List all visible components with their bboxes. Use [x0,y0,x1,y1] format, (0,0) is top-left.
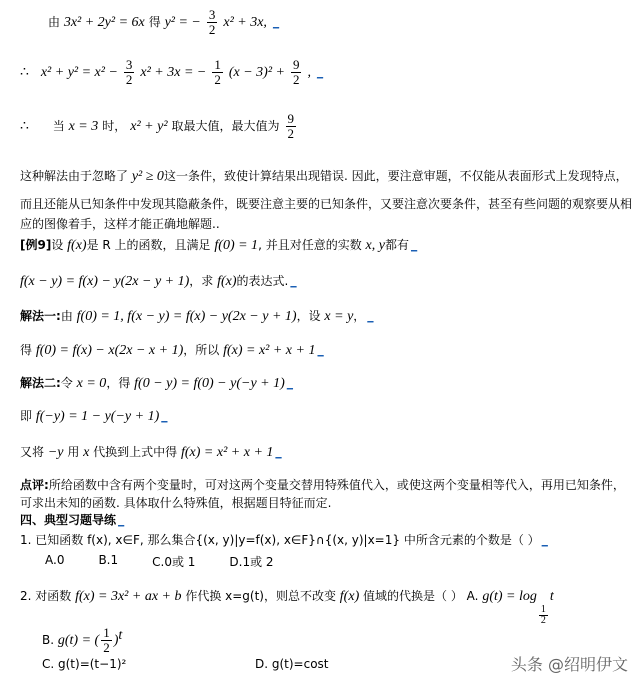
equation: y² = − [164,15,201,30]
comment-line-2: 可求出未知的函数. 具体取什么特殊值，根据题目特征而定. [20,496,332,510]
question-2-option-d: D. g(t)=cost [255,657,329,671]
anchor-mark: _ [290,273,297,288]
derivation-line-1: 由 3x² + 2y² = 6x 得 y² = − $\frac{3}{2}$ x² + 3x, _ [48,7,280,37]
derivation-line-3: ∴ 当 x = 3 时， x² + y² 取最大值，最大值为 $\frac{9}{2}$ [20,111,295,141]
example-9-statement: [例9]设 f(x)是 R 上的函数，且满足 f(0) = 1, 并且对任意的实数 x, y都有 _ [20,237,418,253]
paragraph-line-3: 应的图像着手，这样才能正确地解题.. [20,217,220,231]
option-c: C.0或 1 [152,555,196,569]
solution-2-line-1: 解法二:令 x = 0，得 f(0 − y) = f(0) − y(−y + 1) _ [20,375,294,391]
fraction: $\frac{1}{2}$ [540,604,546,626]
fraction: $\frac{1}{2}$ [214,57,221,87]
fraction: $\frac{9}{2}$ [292,57,300,87]
question-1-options [45,553,305,570]
anchor-mark: _ [118,512,125,527]
equation: x² + 3x, [223,15,267,30]
anchor-mark: _ [286,375,294,390]
anchor-mark: _ [317,342,324,357]
equation: 3x² + 2y² = 6x [63,15,145,30]
solution-1-line-2: 得 f(0) = f(x) − x(2x − x + 1)，所以 f(x) = x² + x + 1 _ [20,342,324,358]
fraction: $\frac{1}{2}$ [103,625,110,655]
paragraph-line-2: 而且还能从已知条件中发现其隐蔽条件，既要注意主要的已知条件，又要注意次要条件，甚至有些问题的观察要从相 [20,197,633,211]
anchor-mark: _ [272,14,280,29]
question-2-option-c: C. g(t)=(t−1)² [42,657,127,671]
example-9-equation: f(x − y) = f(x) − y(2x − y + 1)，求 f(x)的表达式. _ [20,273,297,289]
question-2-option-b: B. g(t) = ( $\frac{1}{2}$ )$^t$ [42,625,123,655]
option-a: A.0 [45,553,65,567]
question-1: 1. 已知函数 f(x), x∈F, 那么集合{(x, y)|y=f(x), x∈F}∩{(x, y)|x=1} 中所含元素的个数是（ ） _ [20,532,548,547]
watermark: 头条 @绍明伊文 [510,655,628,674]
fraction: $\frac{3}{2}$ [125,57,133,87]
solution-1-line-1: 解法一:由 f(0) = 1, f(x − y) = f(x) − y(2x − y + 1)，设 x = y， _ [20,308,374,324]
solution-2-line-2: 即 f(−y) = 1 − y(−y + 1) _ [20,408,168,424]
anchor-mark: _ [410,237,418,252]
option-d: D.1或 2 [229,555,274,569]
fraction: $\frac{3}{2}$ [208,7,216,37]
solution-2-line-3: 又将 −y 用 x 代换到上式中得 f(x) = x² + x + 1 _ [20,444,282,460]
anchor-mark: _ [275,444,282,459]
anchor-mark: _ [161,408,168,423]
option-b: B.1 [98,553,119,567]
anchor-mark: _ [367,308,374,323]
question-2: 2. 对函数 f(x) = 3x² + ax + b 作代换 x=g(t)，则总不改变 f(x) 值域的代换是（ ） A. g(t) = log $\frac{1}{2}$ t [20,589,554,626]
comment-line-1: 点评:所给函数中含有两个变量时，可对这两个变量交替用特殊值代入，或使这两个变量相等代入，再用已知条件， [20,478,625,492]
section-heading: 四、典型习题导练 _ [20,512,125,527]
anchor-mark: _ [316,64,324,79]
fraction: $\frac{9}{2}$ [287,111,295,141]
paragraph-line-1: 这种解法由于忽略了 y² ≥ 0这一条件，致使计算结果出现错误. 因此，要注意审题，不仅能从表面形式上发现特点， [20,169,628,184]
anchor-mark: _ [541,532,548,547]
derivation-line-2: ∴ x² + y² = x² − $\frac{3}{2}$ x² + 3x = − $\frac{1}{2}$ (x − 3)² + $\frac{9}{2}$ , _ [20,57,324,87]
